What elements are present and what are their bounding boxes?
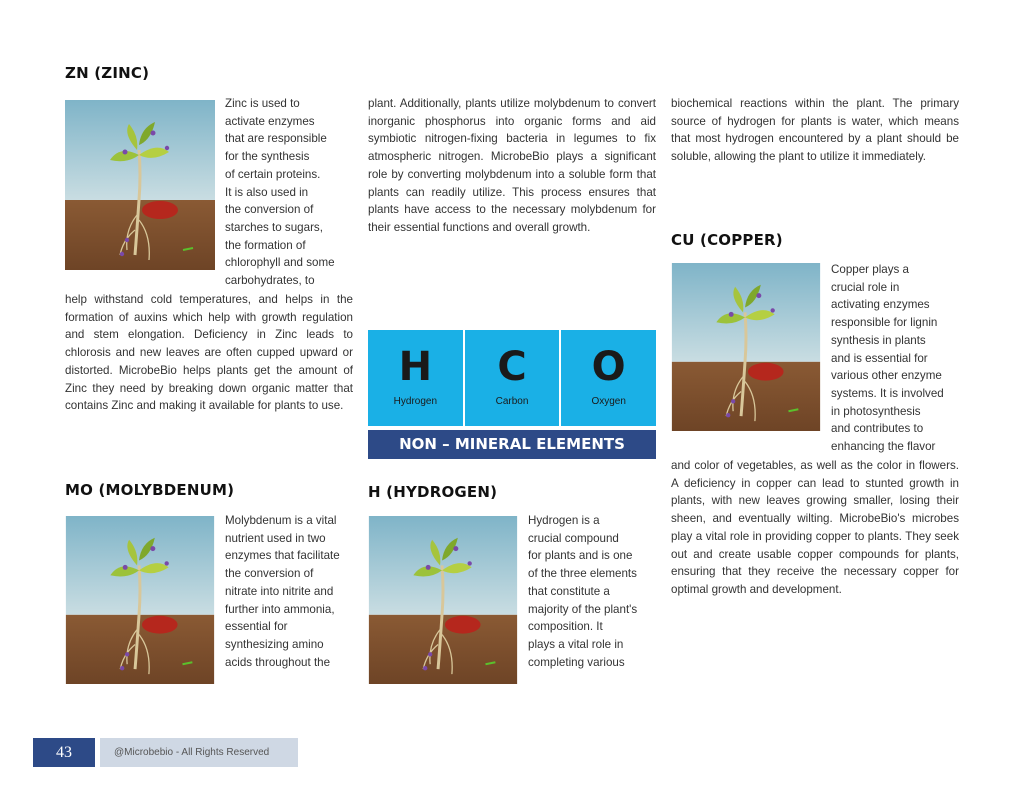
non-mineral-banner: NON – MINERAL ELEMENTS (368, 430, 656, 459)
hydrogen-wrap-line: crucial compound (528, 531, 619, 545)
copper-wrap-line: systems. It is involved (831, 386, 944, 400)
element-tile-carbon (465, 330, 560, 426)
molybdenum-wrap-line: acids throughout the (225, 655, 331, 669)
hydrogen-wrap-line: for plants and is one (528, 549, 633, 563)
copper-wrap-line: and is essential for (831, 351, 928, 365)
molybdenum-wrap-line: nitrate into nitrite and (225, 584, 334, 598)
hydrogen-wrap-line: of the three elements (528, 567, 637, 581)
element-name: Oxygen (591, 396, 626, 407)
molybdenum-wrap-text (225, 512, 353, 671)
zinc-wrap-line: carbohydrates, to (225, 274, 315, 288)
copper-wrap-line: crucial role in (831, 280, 900, 294)
copper-wrap-line: synthesis in plants (831, 333, 926, 347)
zinc-wrap-text (225, 95, 353, 290)
element-symbol: H (398, 344, 433, 390)
molybdenum-wrap-line: essential for (225, 620, 288, 634)
copper-body: and color of vegetables, as well as the color in flowers. A deficiency in copper can lead to stunted growth in plants, with new leaves growing smaller, losing their sheen, and eventually wilting. MicrobeBio's microbes play a vital role in providing copper to plants. They seek out and create usable copper compounds for plants, ensuring that they receive the necessary copper for optimal growth and development. (671, 459, 959, 596)
section-title-copper: CU (COPPER) (671, 231, 783, 249)
element-symbol: O (591, 344, 626, 390)
element-tile-oxygen (561, 330, 656, 426)
hydrogen-wrap-line: majority of the plant's (528, 602, 638, 616)
section-title-hydrogen: H (HYDROGEN) (368, 483, 498, 501)
copper-wrap-text (831, 261, 959, 456)
element-name: Carbon (495, 396, 529, 407)
zinc-wrap-line: the formation of (225, 238, 306, 252)
molybdenum-wrap-line: Molybdenum is a vital (225, 514, 337, 527)
molybdenum-wrap-line: enzymes that facilitate (225, 549, 340, 563)
molybdenum-wrap-line: the conversion of (225, 567, 314, 581)
seedling-illustration-hydrogen (368, 516, 518, 684)
copper-wrap-line: responsible for lignin (831, 316, 938, 330)
seedling-illustration-zinc (65, 100, 215, 270)
element-name: Hydrogen (393, 396, 438, 407)
zinc-wrap-line: the conversion of (225, 203, 314, 217)
molybdenum-continued: plant. Additionally, plants utilize molybdenum to convert inorganic phosphorus into organic forms and aid symbiotic nitrogen-fixing bacteria in legumes to fix atmospheric nitrogen. MicrobeBio plays a significant role by converting molybdenum into a soluble form that plants can readily utilize. This process ensures that plants have access to the necessary molybdenum for their essential functions and overall growth. (368, 97, 656, 234)
zinc-wrap-line: that are responsible (225, 132, 327, 146)
seedling-illustration-molybdenum (65, 516, 215, 684)
zinc-body: help withstand cold temperatures, and helps in the formation of auxins which help with growth regulation and stem elongation. Deficiency in Zinc leads to chlorosis and new leaves are often cupped upward or distorted. MicrobeBio helps plants get the amount of Zinc they need by breaking down organic matter that contains Zinc and making it available for plants to use. (65, 293, 353, 413)
molybdenum-wrap-line: nutrient used in two (225, 531, 326, 545)
copper-wrap-line: activating enzymes (831, 298, 930, 312)
hydrogen-wrap-line: plays a vital role in (528, 637, 624, 651)
element-tiles (368, 330, 656, 426)
hydrogen-wrap-text (528, 512, 656, 671)
page-number: 43 (33, 738, 95, 767)
zinc-wrap-line: chlorophyll and some (225, 256, 335, 270)
copper-wrap-line: and contributes to (831, 422, 924, 436)
zinc-wrap-line: starches to sugars, (225, 220, 323, 234)
zinc-wrap-line: It is also used in (225, 185, 309, 199)
hydrogen-wrap-line: completing various (528, 655, 625, 669)
molybdenum-wrap-line: synthesizing amino (225, 637, 324, 651)
copper-wrap-line: Copper plays a (831, 263, 909, 276)
hydrogen-wrap-line: that constitute a (528, 584, 610, 598)
copper-wrap-line: in photosynthesis (831, 404, 921, 418)
copper-wrap-line: various other enzyme (831, 369, 942, 383)
zinc-wrap-line: of certain proteins. (225, 167, 321, 181)
section-title-molybdenum: MO (MOLYBDENUM) (65, 481, 235, 499)
seedling-illustration-copper (671, 263, 821, 431)
hydrogen-wrap-line: composition. It (528, 620, 603, 634)
hydrogen-wrap-line: Hydrogen is a (528, 514, 600, 527)
zinc-wrap-line: for the synthesis (225, 150, 310, 164)
zinc-wrap-line: activate enzymes (225, 114, 315, 128)
element-tile-hydrogen (368, 330, 463, 426)
hydrogen-continued: biochemical reactions within the plant. The primary source of hydrogen for plants is water, which means that most hydrogen encountered by a plant should be soluble, allowing the plant to utilize it immediately. (671, 97, 959, 164)
molybdenum-wrap-line: further into ammonia, (225, 602, 335, 616)
section-title-zinc: ZN (ZINC) (65, 64, 150, 82)
copyright-footer: @Microbebio - All Rights Reserved (100, 738, 298, 767)
zinc-wrap-line: Zinc is used to (225, 97, 300, 110)
element-symbol: C (497, 344, 527, 390)
copper-wrap-line: enhancing the flavor (831, 440, 936, 454)
